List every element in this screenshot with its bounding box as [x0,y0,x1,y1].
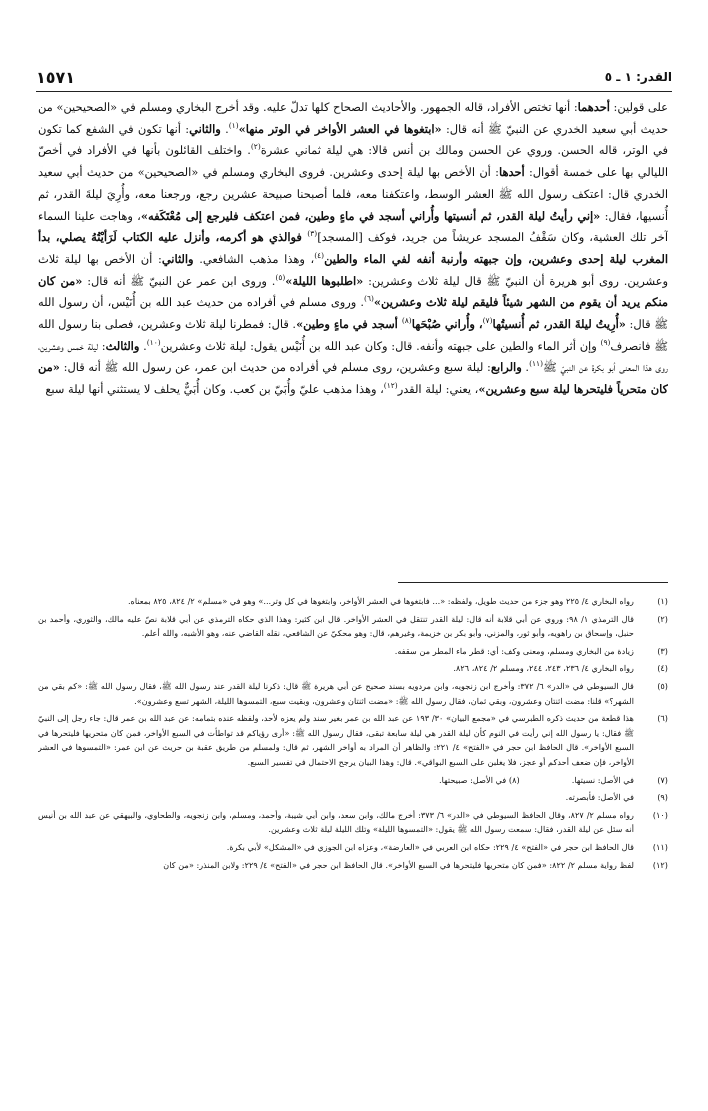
text-segment: : أنها تكون في الشفع كما تكون في الوتر، قاله الحسن. وروي عن الحسن ومالك بن أنس قالا: هي ليلة ثماني عشرة [38,121,668,158]
text-segment: . [220,121,229,136]
text-segment: . واختلف القائلون بأنها في الأفراد في أخصّ الليالي بها على خمسة أقوال: [38,143,668,180]
footnote [38,711,668,769]
hadith-quote: «اطلبوها الليلة» [285,273,364,288]
footnote [38,808,668,837]
footnote-number: (٩) [657,792,668,803]
text-segment: وإن أثر الماء والطين على جبهته وأنفه. قال: وكان عبد الله بن أُنَيْس يقول: ليلة ثلاث وعشرين [160,338,601,353]
footnote-ref[interactable]: (٣) [307,229,318,239]
text-segment: : أن الأخص بها ليلة ثلاث وعشرين. روى أبو هريرة أن النبيّ ﷺ قال ليلة ثلاث وعشرين: [38,251,668,288]
footnote-ref[interactable]: (٦) [364,294,374,304]
text-segment: ، وهذا مذهب عليّ وأُبَيّ بن كعب. وكان أُبَيٌّ يحلف لا يستثني أنها ليلة سبع [45,382,384,397]
text-segment: : ليلة سبع وعشرين، روى مسلم في أفراده من حديث ابن عمر، عن رسول الله ﷺ أنه قال: [59,360,491,375]
footnote-ref[interactable]: (٢) [250,142,261,152]
bold-term: والثاني [161,251,194,266]
footnote-number: (٣) [657,645,668,656]
footnote-ref[interactable]: (١) [228,120,239,130]
text-segment: : أن الأخص بها ليلة إحدى وعشرين. فروى البخاري ومسلم في «الصحيحين» من حديث أبي سعيد الخدري قال: اعتكف رسول الله ﷺ العشر الوسط، واعتكفنا معه، فلما أصبحنا صبيحة عشرين رجع، ورجعنا معه، وأُرِيَ ليلةَ القدر، ثم أُنسيها، فقال: [38,165,668,223]
bold-term: أحدهما [577,100,610,114]
main-paragraph [38,97,668,401]
footnote-ref[interactable]: (١٢) [383,381,398,391]
footnote [38,612,668,641]
footnote [38,594,668,609]
header-rule [36,91,672,92]
footnotes [38,594,668,1104]
text-segment: : أنها تختص الأفراد، قاله الجمهور. والأحاديث الصحاح كلها تدلّ عليه. وقد أخرج البخاري ومسلم في «الصحيحين» من حديث أبي سعيد الخدري عن النبيّ ﷺ أنه قال: [38,100,668,136]
hadith-quote: فوالذي هو أكرمه، وأنزل عليه الكتاب لَرَأيْتُهُ يصلي، بدأ المغرب ليلة إحدى وعشرين، وإن جبهته وأرنبة أنفه لفي الماء والطين [38,230,668,266]
footnote-ref[interactable]: (٩) [600,337,611,347]
hadith-quote: «إني رأيتُ ليلة القدر، ثم أنسيتها وأُراني أسجد في ماءٍ وطين، فمن اعتكف فليرجع إلى مُعْتَكَفه» [140,208,601,223]
footnote [38,773,668,788]
text-segment: : ليلة خمس وعشرين، روى هذا المعنى أبو بكرة عن النبيّ ﷺ [38,338,668,375]
footnote-text: رواه البخاري ٤/ ٢٣٦، ٢٤٣، ٢٤٤، ومسلم ٢/ ٨٢٤، ٨٢٦. [453,663,634,674]
footnote [38,644,668,659]
hadith-quote: «أُرِيتُ ليلةَ القدر، ثم أُنسيتُها [492,317,626,332]
footnote-text: في الأصل: نسيتها. (٨) في الأصل: صبيحتها. [439,774,634,785]
running-header-section: القدر: ١ ـ ٥ [604,70,672,84]
footnote-ref[interactable]: (٧) [482,316,493,326]
footnote-number: (٧) [657,774,668,785]
footnote [38,661,668,676]
text-segment: . [139,338,147,353]
footnote [38,790,668,805]
footnote-number: (١١) [652,841,668,852]
footnote [38,858,668,873]
text-segment: ، وهاجت علينا السماء آخر تلك العشية، وكان سَقْفُ المسجد عريشاً من جريد، فوكف [المسجد] [38,208,668,245]
footnote-number: (٢) [657,613,668,624]
hadith-quote: «من كان منكم يريد أن يقوم من الشهر شيئاً فليقم ليلة ثلاث وعشرين» [38,273,668,310]
bold-term: والثالث [105,338,140,353]
text-segment: . وروى مسلم في أفراده من حديث عبد الله بن أُنَيْس، أن رسول الله ﷺ قال: [38,295,668,332]
footnote-number: (٥) [657,680,668,691]
footnote-number: (١٠) [652,809,668,820]
footnote-number: (٤) [657,663,668,674]
footnote-text: لفظ رواية مسلم ٢/ ٨٢٢: «فمن كان متحريها فليتحرها في السبع الأواخر». قال الحافظ ابن حجر في «الفتح» ٤/ ٢٢٩: ولابن المنذر: «من كان [163,859,634,870]
bold-term: أحدها [498,165,525,180]
footnote-text: رواه البخاري ٤/ ٢٢٥ وهو جزء من حديث طويل، ولفظه: «... فابتغوها في العشر الأواخر، وابتغوها في كل وتر...» وهو في «مسلم» ٢/ ٨٢٤، ٨٢٥ بمعناه. [127,596,634,606]
hadith-quote: «ابتغوها في العشر الأواخر في الوتر منها» [238,121,442,136]
footnote-ref[interactable]: (١١) [529,359,543,369]
text-segment: على قولين: [609,100,668,114]
hadith-quote: أسجد في ماءٍ وطين» [296,317,402,332]
footnote-number: (١) [657,596,668,606]
hadith-quote: ، وأُراني صُبْحَها [411,317,483,332]
text-segment: ، وهذا مذهب الشافعي. [193,251,315,266]
text-segment: . قال: فمطرنا ليلة ثلاث وعشرين، فصلى بنا رسول الله ﷺ فانصرف [38,317,668,353]
footnote-text: في الأصل: فأبصرته. [565,792,634,803]
page-number: ١٥٧١ [36,67,76,87]
footnote-number: (٦) [657,713,668,724]
text-segment: ، يعني: ليلة القدر [397,382,479,397]
footnote-ref[interactable]: (٤) [314,251,325,261]
footnote-text: زيادة من البخاري ومسلم، ومعنى وكف: أي: قطر ماء المطر من سقفه. [394,645,634,656]
main-text [38,97,668,575]
footnote-ref[interactable]: (٨) [401,316,412,326]
bold-term: والرابع [490,360,522,375]
footnote-ref[interactable]: (١٠) [146,337,161,347]
footnote-text: رواه مسلم ٢/ ٨٢٧، وقال الحافظ السيوطي في «الدر» ٦/ ٣٧٣: أخرج مالك، وابن سعد، وابن أبي شيبة، وأحمد، ومسلم، وابن زنجويه، والطحاوي، والبيهقي عن عبد الله بن أنيس أنه سئل عن ليلة القدر، فقال: سمعت رسول الله ﷺ يقول: «التمسوها الليلة» وتلك الليلة ليلة ثلاث وعشرين. [38,809,634,835]
running-header [36,66,672,88]
text-segment: . [521,360,530,375]
hadith-quote: «من كان متحرياً فليتحرها ليلة سبع وعشرين» [38,360,668,397]
footnote-text: قال السيوطي في «الدر» ٦/ ٣٧٢: وأخرج ابن زنجويه، وابن مردويه بسند صحيح عن أبي هريرة ﷺ قال: ذكرنا ليلة القدر عند رسول الله ﷺ، فقال رسول الله ﷺ: «كم بقي من الشهر؟» قلنا: مضت اثنتان وعشرون، وبقي ثمان، فقال رسول الله ﷺ: «مضت اثنتان وعشرون، وبقيت سبع، التمسوها الليلة، الشهر تسع وعشرون». [38,680,634,706]
footnote [38,840,668,855]
footnote-number: (١٢) [652,859,668,870]
footnote-text: هذا قطعة من حديث ذكره الطبرسي في «مجمع البيان» ٣٠/ ١٩٣ عن عبد الله بن عمر بغير سند ولم يعزه لأحد، ولفظه عنده بتمامه: عن عبد الله بن عمر قال: جاء رجل إلى النبيّ ﷺ فقال: يا رسول الله إني رأيت في النوم كأن ليلة القدر هي ليلة سابعة تبقى، فقال رسول الله ﷺ: «أرى رؤياكم قد تواطأت في السبع الأواخر، فمن كان متحريها فليتحرها في السبع الأواخر». قال الحافظ ابن حجر في «الفتح» ٤/ ٢٢١: والظاهر أن المراد به أواخر الشهر، ثم قال: ولمسلم من طريق عقبة بن حريث عن ابن عمر: «التمسوها في العشر الأواخر، فإن ضعف أحدكم أو عجز، فلا يغلبن على السبع البواقي». قال: وهذا البيان يرجح الاحتمال في تفسير السبع. [38,713,634,767]
footnote [38,679,668,708]
footnote-separator [398,582,668,583]
bold-term: والثاني [189,121,221,136]
footnote-ref[interactable]: (٥) [275,272,286,282]
text-segment: . وروى ابن عمر عن النبيّ ﷺ أنه قال: [82,273,276,288]
footnote-text: قال الترمذي ١/ ٩٨: وروي عن أبي قلابة أنه قال: ليلة القدر تنتقل في العشر الأواخر. قال ابن كثير: وهذا الذي حكاه الترمذي عن أبي قلابة نصّ عليه مالك، والثوري، وأحمد بن حنبل، وإسحاق بن راهويه، وأبو ثور، والمزني، وأبو بكر بن خزيمة، وغيرهم، قال: وهو محكيّ عن الشافعي، نقله القاضي عنه، وهو الأشبه، والله أعلم. [38,613,634,639]
footnote-text: قال الحافظ ابن حجر في «الفتح» ٤/ ٢٢٩: حكاه ابن العربي في «العارضة»، وعزاه ابن الجوزي في «المشكل» لأبي بكرة. [226,841,634,852]
